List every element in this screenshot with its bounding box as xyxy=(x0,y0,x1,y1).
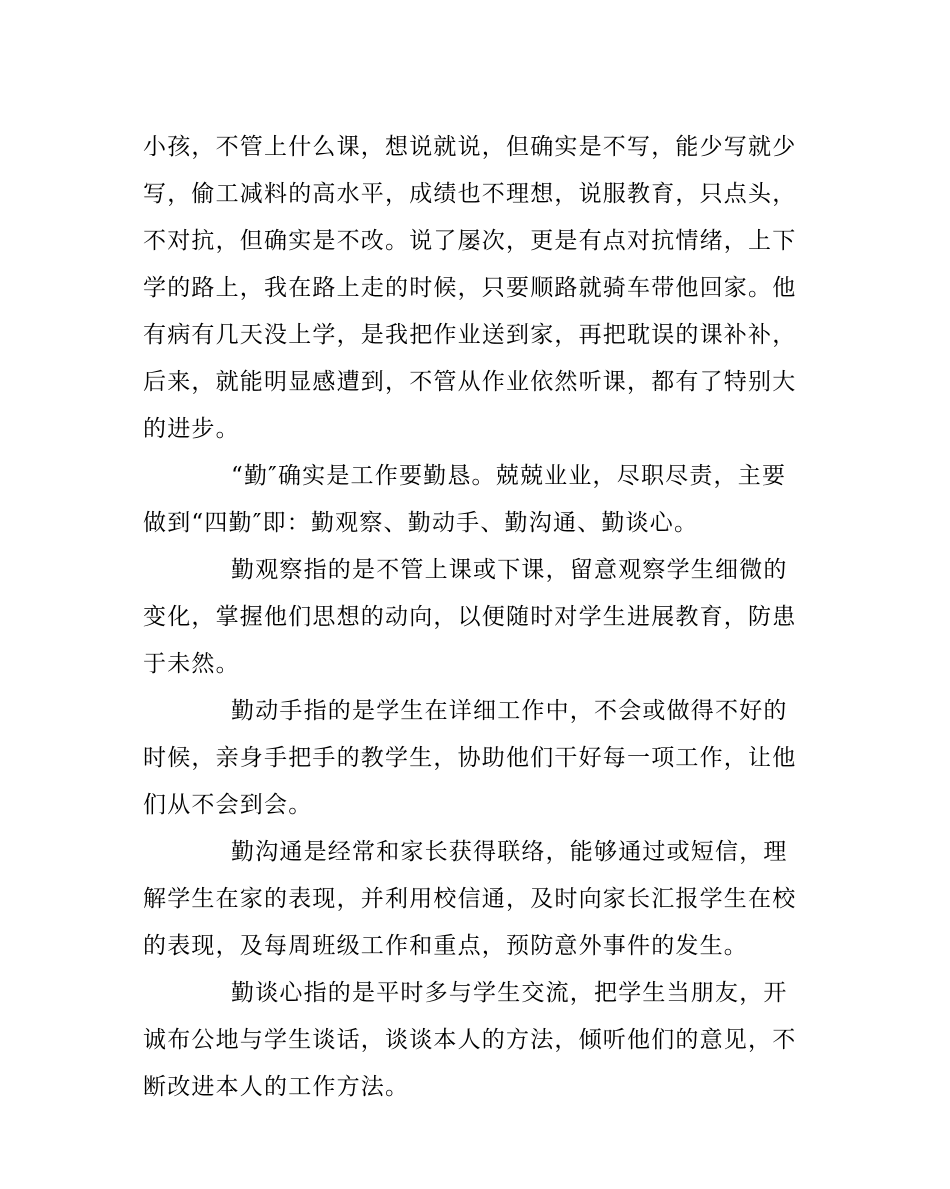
paragraph-1: 小孩，不管上什么课，想说就说，但确实是不写，能少写就少写，偷工减料的高水平，成绩也不理想，说服教育，只点头，不对抗，但确实是不改。说了屡次，更是有点对抗情绪，上下学的路上，我在路上走的时候，只要顺路就骑车带他回家。他有病有几天没上学，是我把作业送到家，再把耽误的课补补，后来，就能明显感遭到，不管从作业依然听课，都有了特别大的进步。 xyxy=(143,134,797,442)
paragraph-6: 勤谈心指的是平时多与学生交流，把学生当朋友，开诚布公地与学生谈话，谈谈本人的方法，倾听他们的意见，不断改进本人的工作方法。 xyxy=(143,980,797,1100)
paragraph-2: “勤″确实是工作要勤恳。兢兢业业，尽职尽责，主要做到“四勤″即：勤观察、勤动手、勤沟通、勤谈心。 xyxy=(143,463,787,536)
paragraph-3: 勤观察指的是不管上课或下课，留意观察学生细微的变化，掌握他们思想的动向，以便随时对学生进展教育，防患于未然。 xyxy=(143,557,797,677)
paragraph-5: 勤沟通是经常和家长获得联络，能够通过或短信，理解学生在家的表现，并利用校信通，及时向家长汇报学生在校的表现，及每周班级工作和重点，预防意外事件的发生。 xyxy=(143,839,797,959)
document-body xyxy=(143,124,809,1111)
paragraph-4: 勤动手指的是学生在详细工作中，不会或做得不好的时候，亲身手把手的教学生，协助他们干好每一项工作，让他们从不会到会。 xyxy=(143,698,797,818)
